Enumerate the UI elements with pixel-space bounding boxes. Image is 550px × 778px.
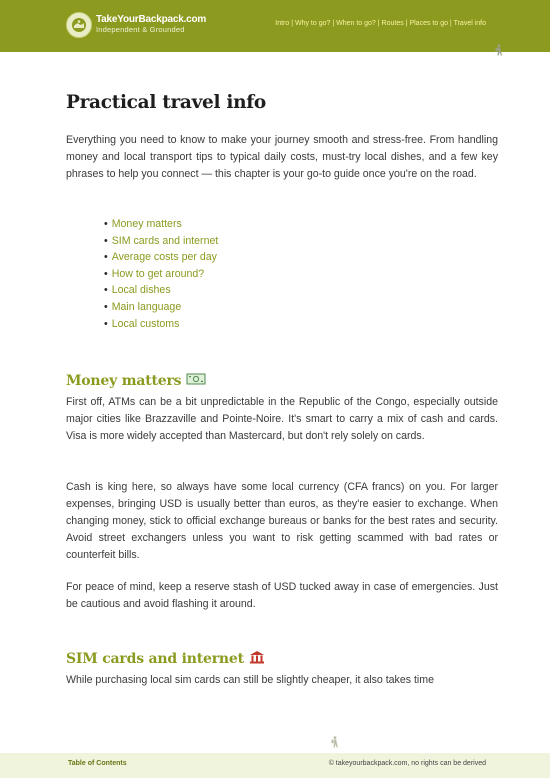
nav-item-when-to-go[interactable]: When to go? (336, 20, 376, 27)
list-item[interactable]: • Average costs per day (104, 251, 217, 264)
nav-item-places-to-go[interactable]: Places to go (409, 20, 448, 27)
table-of-contents-link[interactable]: Table of Contents (68, 760, 127, 767)
logo[interactable] (66, 12, 92, 38)
footer-hiker-icon (330, 736, 340, 748)
page-title: Practical travel info (66, 92, 266, 113)
brand-tagline: Independent & Grounded (96, 25, 185, 34)
toc-link-money-matters[interactable]: Money matters (111, 218, 182, 230)
bank-icon (249, 650, 265, 668)
money-paragraph-1: First off, ATMs can be a bit unpredictable in the Republic of the Congo, especially outside major cities like Brazzaville and Pointe-Noire. It's smart to carry a mix of cash and cards. Visa is more widely accepted than Mastercard, but don't rely solely on cards. (66, 396, 498, 443)
list-item[interactable]: • Local customs (104, 317, 180, 330)
backpack-logo-icon (71, 17, 87, 33)
money-matters-heading-text: Money matters (66, 373, 182, 389)
sim-cards-heading-text: SIM cards and internet (66, 651, 244, 667)
toc-link-sim-cards[interactable]: SIM cards and internet (111, 234, 219, 247)
page-footer (0, 753, 550, 778)
money-matters-heading (66, 372, 206, 390)
nav-item-intro[interactable]: Intro (275, 20, 290, 27)
list-item[interactable]: • Local dishes (104, 284, 171, 297)
money-icon (186, 372, 206, 390)
money-paragraph-3: For peace of mind, keep a reserve stash of USD tucked away in case of emergencies. Just be cautious and avoid flashing it around. (66, 581, 498, 611)
hiker-icon (494, 44, 504, 56)
list-item[interactable]: • Main language (104, 300, 182, 313)
nav-item-travel-info[interactable]: Travel info (453, 20, 486, 27)
nav-item-why-to-go[interactable]: Why to go? (294, 20, 331, 27)
sim-cards-heading (66, 650, 265, 668)
list-item[interactable]: • SIM cards and internet (104, 234, 219, 247)
money-paragraph-2: Cash is king here, so always have some local currency (CFA francs) on you. For larger expenses, bringing USD is usually better than euros, as they're easier to exchange. When changing money, stick to official exchange bureaus or banks for the best rates and security. Avoid street exchangers unless you want to risk getting scammed with bad rates or counterfeit bills. (66, 481, 498, 562)
toc-link-get-around[interactable]: How to get around? (111, 267, 205, 280)
list-item[interactable]: • How to get around? (104, 267, 205, 280)
sim-paragraph-1: While purchasing local sim cards can still be slightly cheaper, it also takes time (66, 674, 434, 686)
list-item[interactable]: • Money matters (104, 218, 182, 230)
copyright-notice: © takeyourbackpack.com, no rights can be derived (328, 760, 486, 767)
chapter-contents-list (104, 216, 218, 332)
toc-link-local-dishes[interactable]: Local dishes (111, 284, 171, 297)
toc-link-average-costs[interactable]: Average costs per day (111, 251, 217, 264)
top-navigation: Intro | Why to go? | When to go? | Routes | Places to go | Travel info (275, 20, 486, 27)
brand-name[interactable]: TakeYourBackpack.com (96, 14, 207, 25)
toc-link-local-customs[interactable]: Local customs (111, 317, 180, 330)
toc-link-main-language[interactable]: Main language (111, 300, 182, 313)
page-header (0, 0, 550, 52)
nav-item-routes[interactable]: Routes (381, 20, 404, 27)
intro-paragraph: Everything you need to know to make your journey smooth and stress-free. From handling money and local transport tips to typical daily costs, must-try local dishes, and a few key phrases to help you connect — this chapter is your go-to guide once you're on the road. (66, 134, 498, 181)
